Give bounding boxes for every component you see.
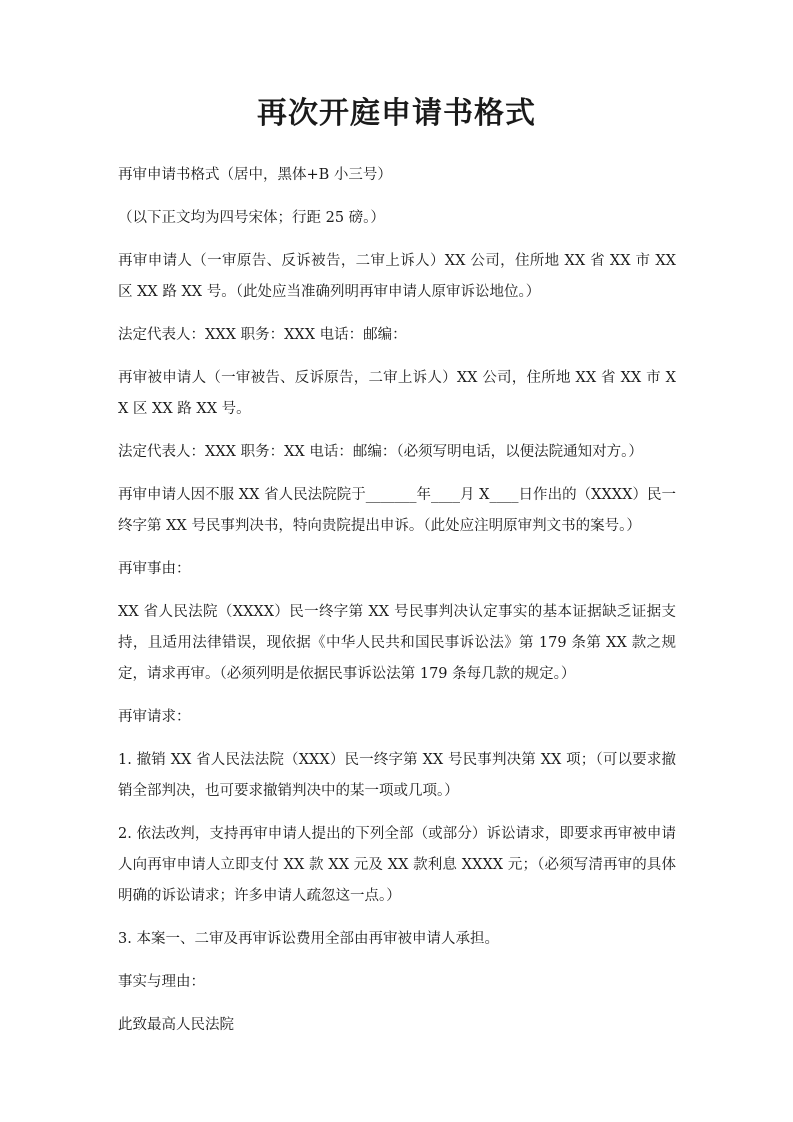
document-body xyxy=(118,160,676,1053)
format-note-paragraph: 再审申请书格式（居中，黑体+B 小三号） xyxy=(118,167,392,183)
respondent-paragraph: 再审被申请人（一审被告、反诉原告，二审上诉人）XX 公司，住所地 XX 省 XX 市 XX 区 XX 路 XX 号。 xyxy=(118,370,676,417)
request-item-3: 3. 本案一、二审及再审诉讼费用全部由再审被申请人承担。 xyxy=(118,931,499,947)
applicant-paragraph: 再审申请人（一审原告、反诉被告，二审上诉人）XX 公司，住所地 XX 省 XX 市 XX 区 XX 路 XX 号。（此处应当准确列明再审申请人原审诉讼地位。） xyxy=(118,253,676,300)
closing-salutation: 此致最高人民法院 xyxy=(118,1017,234,1033)
facts-and-reasons-heading: 事实与理由： xyxy=(118,974,205,990)
retrial-grounds-heading: 再审事由： xyxy=(118,561,191,577)
respondent-representative-paragraph: 法定代表人：XXX 职务：XX 电话：邮编：（必须写明电话，以便法院通知对方。） xyxy=(118,444,643,460)
request-item-2: 2. 依法改判，支持再审申请人提出的下列全部（或部分）诉讼请求，即要求再审被申请人向再审申请人立即支付 XX 款 XX 元及 XX 款利息 XXXX 元；（必须写清再审的具体明确的诉讼请求；许多申请人疏忽这一点。） xyxy=(118,826,676,904)
request-item-1: 1. 撤销 XX 省人民法法院（XXX）民一终字第 XX 号民事判决第 XX 项；（可以要求撤销全部判决，也可要求撤销判决中的某一项或几项。） xyxy=(118,752,676,799)
font-note-paragraph: （以下正文均为四号宋体；行距 25 磅。） xyxy=(118,210,385,226)
retrial-grounds-paragraph: XX 省人民法院（XXXX）民一终字第 XX 号民事判决认定事实的基本证据缺乏证据支持，且适用法律错误，现依据《中华人民共和国民事诉讼法》第 179 条第 XX 款之规定，请求再审。（必须列明是依据民事诉讼法第 179 条每几款的规定。） xyxy=(118,604,676,682)
retrial-requests-heading: 再审请求： xyxy=(118,709,191,725)
applicant-representative-paragraph: 法定代表人：XXX 职务：XXX 电话：邮编： xyxy=(118,327,407,343)
appeal-statement-paragraph: 再审申请人因不服 XX 省人民法院院于_______年____月 X____日作出的（XXXX）民一终字第 XX 号民事判决书，特向贵院提出申诉。（此处应注明原审判文书的案号。） xyxy=(118,487,676,534)
document-title: 再次开庭申请书格式 xyxy=(257,96,536,131)
